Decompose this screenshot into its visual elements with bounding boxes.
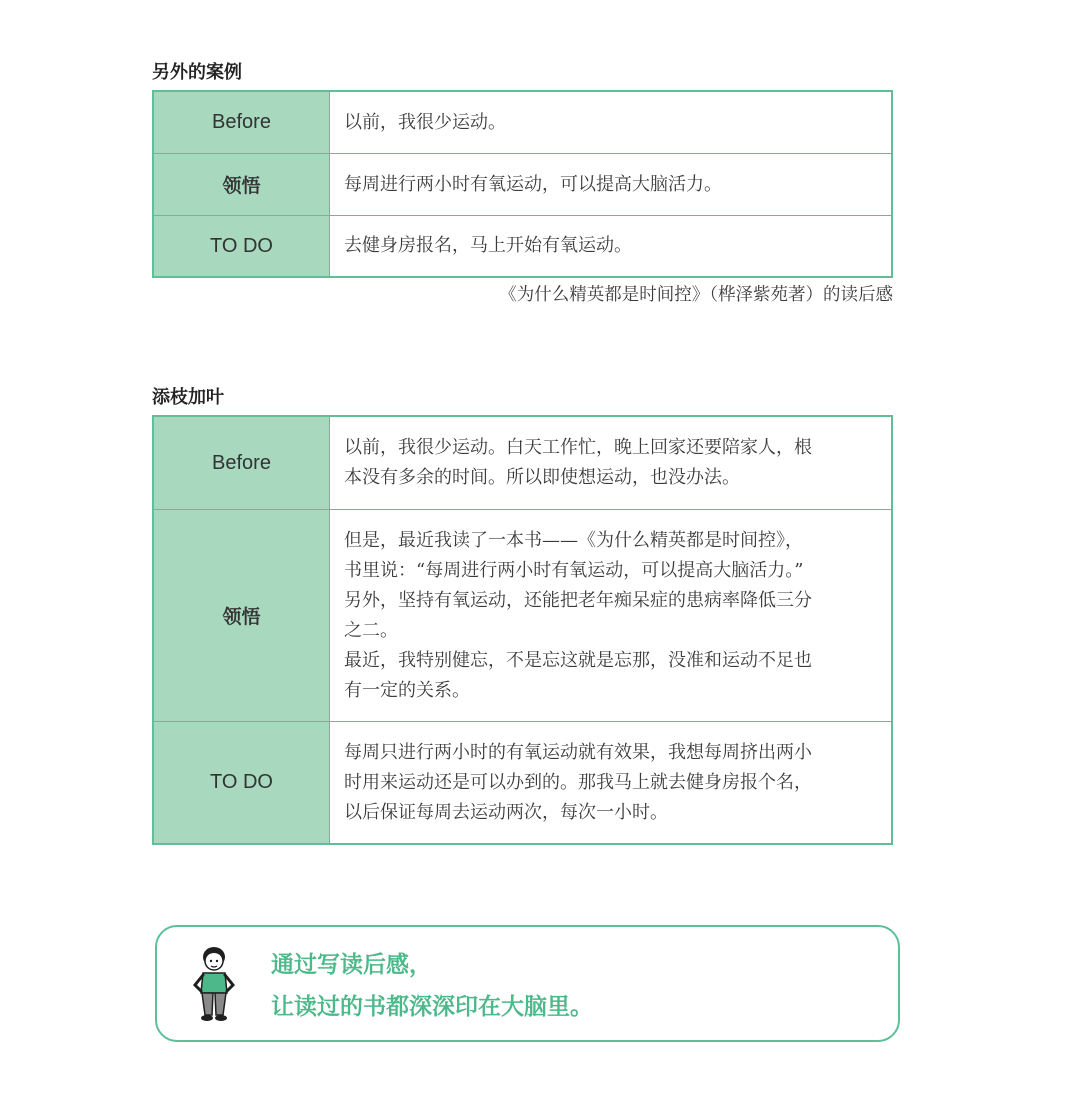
table-row-insight	[154, 154, 891, 216]
table-row-todo	[154, 722, 891, 843]
row-label-insight: 领悟	[154, 154, 330, 215]
row-label-todo: TO DO	[154, 216, 330, 276]
case-table-detailed	[152, 415, 893, 845]
table-row-insight	[154, 510, 891, 722]
row-text-insight-content: 但是，最近我读了一本书——《为什么精英都是时间控》， 书里说：“每周进行两小时有氧运动，可以提高大脑活力。” 另外，坚持有氧运动，还能把老年痴呆症的患病率降低三分 之二。 最近，我特别健忘，不是忘这就是忘那，没准和运动不足也 有一定的关系。	[344, 529, 812, 701]
table-row-before	[154, 417, 891, 510]
person-icon	[189, 945, 239, 1025]
row-text-insight	[330, 154, 891, 215]
row-label-todo: TO DO	[154, 722, 330, 843]
row-text-todo-content: 去健身房报名，马上开始有氧运动。	[344, 235, 632, 256]
row-text-before-content: 以前，我很少运动。白天工作忙，晚上回家还要陪家人，根 本没有多余的时间。所以即使想运动，也没办法。	[344, 437, 812, 488]
section-title-other-cases: 另外的案例	[152, 62, 242, 83]
callout-line-1: 通过写读后感，	[271, 952, 432, 978]
row-label-before: Before	[154, 92, 330, 153]
row-text-insight	[330, 510, 891, 721]
book-caption: 《为什么精英都是时间控》（桦泽紫苑著）的读后感	[499, 285, 893, 305]
table-row-before	[154, 92, 891, 154]
row-text-insight-content: 每周进行两小时有氧运动，可以提高大脑活力。	[344, 173, 722, 195]
section-title-elaborated: 添枝加叶	[152, 387, 224, 408]
row-label-before: Before	[154, 417, 330, 509]
row-label-insight: 领悟	[154, 510, 330, 721]
row-text-todo-content: 每周只进行两小时的有氧运动就有效果，我想每周挤出两小 时用来运动还是可以办到的。那我马上就去健身房报个名， 以后保证每周去运动两次，每次一小时。	[344, 741, 812, 823]
row-text-before-content: 以前，我很少运动。	[344, 111, 506, 133]
table-row-todo	[154, 216, 891, 276]
row-text-before	[330, 92, 891, 153]
row-text-before	[330, 417, 891, 509]
case-table-short	[152, 90, 893, 278]
row-text-todo	[330, 722, 891, 843]
callout-line-2: 让读过的书都深深印在大脑里。	[271, 994, 593, 1020]
row-text-todo	[330, 216, 891, 276]
summary-callout	[155, 925, 900, 1042]
